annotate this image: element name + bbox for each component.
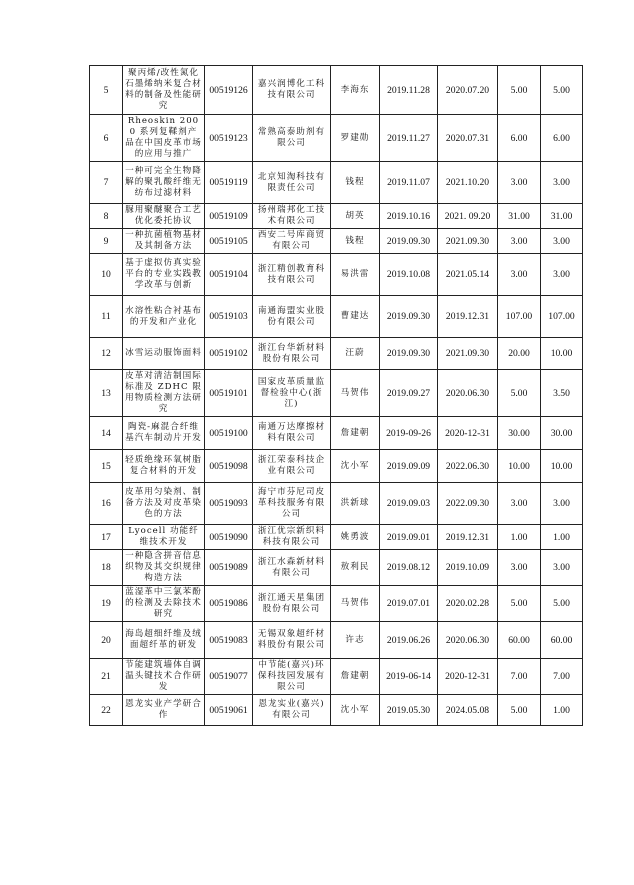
received-amount: 10.00 <box>541 338 583 370</box>
end-date: 2021. 09.20 <box>438 204 498 229</box>
received-amount: 60.00 <box>541 622 583 659</box>
table-row <box>90 483 583 525</box>
project-leader: 马贺伟 <box>331 370 380 417</box>
start-date: 2019.10.08 <box>380 254 438 296</box>
contract-amount: 3.00 <box>498 254 541 296</box>
project-code: 00519090 <box>205 525 253 550</box>
project-code: 00519126 <box>205 66 253 115</box>
row-number: 19 <box>90 586 123 622</box>
project-title: 一种可完全生物降解的聚乳酸纤维无纺布过滤材料 <box>123 162 205 204</box>
end-date: 2020-12-31 <box>438 659 498 695</box>
project-code: 00519086 <box>205 586 253 622</box>
start-date: 2019.09.09 <box>380 450 438 483</box>
project-code: 00519119 <box>205 162 253 204</box>
received-amount: 3.00 <box>541 229 583 254</box>
partner-organization: 北京知淘科技有限责任公司 <box>253 162 331 204</box>
received-amount: 31.00 <box>541 204 583 229</box>
table-row <box>90 296 583 338</box>
end-date: 2024.05.08 <box>438 695 498 726</box>
project-leader: 易洪雷 <box>331 254 380 296</box>
project-title: 节能建筑墙体自调温头键技术合作研发 <box>123 659 205 695</box>
partner-organization: 中节能(嘉兴)环保科技园发展有限公司 <box>253 659 331 695</box>
project-title: 陶瓷-麻混合纤维基汽车制动片开发 <box>123 417 205 450</box>
partner-organization: 浙江荣泰科技企业有限公司 <box>253 450 331 483</box>
received-amount: 3.00 <box>541 254 583 296</box>
project-title: 一种抗菌植物基材及其制备方法 <box>123 229 205 254</box>
start-date: 2019.09.30 <box>380 229 438 254</box>
project-leader: 李海东 <box>331 66 380 115</box>
contract-amount: 10.00 <box>498 450 541 483</box>
start-date: 2019-09-26 <box>380 417 438 450</box>
start-date: 2019-06-14 <box>380 659 438 695</box>
project-title: 基于虚拟仿真实验平台的专业实践教学改革与创新 <box>123 254 205 296</box>
project-title: 海岛超细纤维及绒面超纤革的研发 <box>123 622 205 659</box>
start-date: 2019.06.26 <box>380 622 438 659</box>
project-title: 一种隐含拼音信息织物及其交织规律构造方法 <box>123 550 205 586</box>
start-date: 2019.09.30 <box>380 338 438 370</box>
start-date: 2019.09.03 <box>380 483 438 525</box>
project-title: Rheoskin 2000 系列复鞣剂产品在中国皮革市场的应用与推广 <box>123 115 205 162</box>
project-code: 00519101 <box>205 370 253 417</box>
contract-amount: 5.00 <box>498 586 541 622</box>
project-leader: 钱程 <box>331 229 380 254</box>
project-code: 00519104 <box>205 254 253 296</box>
start-date: 2019.09.01 <box>380 525 438 550</box>
row-number: 13 <box>90 370 123 417</box>
row-number: 20 <box>90 622 123 659</box>
project-leader: 敖利民 <box>331 550 380 586</box>
partner-organization: 扬州瑞邦化工技术有限公司 <box>253 204 331 229</box>
contract-amount: 31.00 <box>498 204 541 229</box>
partner-organization: 南通万达摩擦材料有限公司 <box>253 417 331 450</box>
project-title: Lyocell 功能纤维技术开发 <box>123 525 205 550</box>
project-code: 00519103 <box>205 296 253 338</box>
project-code: 00519083 <box>205 622 253 659</box>
partner-organization: 浙江水森新材料有限公司 <box>253 550 331 586</box>
project-table <box>89 65 583 726</box>
start-date: 2019.11.27 <box>380 115 438 162</box>
row-number: 5 <box>90 66 123 115</box>
project-title: 聚丙烯/改性氮化石墨烯纳米复合材料的制备及性能研究 <box>123 66 205 115</box>
partner-organization: 浙江通天星集团股份有限公司 <box>253 586 331 622</box>
project-leader: 钱程 <box>331 162 380 204</box>
end-date: 2022.09.30 <box>438 483 498 525</box>
start-date: 2019.10.16 <box>380 204 438 229</box>
received-amount: 30.00 <box>541 417 583 450</box>
project-title: 恩龙实业产学研合作 <box>123 695 205 726</box>
end-date: 2021.09.30 <box>438 338 498 370</box>
received-amount: 3.00 <box>541 483 583 525</box>
row-number: 15 <box>90 450 123 483</box>
row-number: 22 <box>90 695 123 726</box>
project-leader: 詹建朝 <box>331 659 380 695</box>
received-amount: 1.00 <box>541 695 583 726</box>
project-leader: 许志 <box>331 622 380 659</box>
contract-amount: 107.00 <box>498 296 541 338</box>
row-number: 16 <box>90 483 123 525</box>
table-row <box>90 659 583 695</box>
table-row <box>90 254 583 296</box>
start-date: 2019.11.07 <box>380 162 438 204</box>
start-date: 2019.08.12 <box>380 550 438 586</box>
table-row <box>90 115 583 162</box>
start-date: 2019.09.30 <box>380 296 438 338</box>
received-amount: 3.00 <box>541 550 583 586</box>
project-code: 00519093 <box>205 483 253 525</box>
project-code: 00519105 <box>205 229 253 254</box>
table-row <box>90 450 583 483</box>
project-code: 00519109 <box>205 204 253 229</box>
table-row <box>90 417 583 450</box>
received-amount: 5.00 <box>541 66 583 115</box>
contract-amount: 3.00 <box>498 550 541 586</box>
table-row <box>90 338 583 370</box>
row-number: 10 <box>90 254 123 296</box>
row-number: 14 <box>90 417 123 450</box>
end-date: 2020.07.20 <box>438 66 498 115</box>
project-leader: 汪蔚 <box>331 338 380 370</box>
project-code: 00519123 <box>205 115 253 162</box>
table-row <box>90 229 583 254</box>
table-row <box>90 370 583 417</box>
end-date: 2019.12.31 <box>438 296 498 338</box>
project-leader: 曹建达 <box>331 296 380 338</box>
project-title: 皮革用匀染剂、制备方法及对皮革染色的方法 <box>123 483 205 525</box>
project-code: 00519077 <box>205 659 253 695</box>
end-date: 2020.02.28 <box>438 586 498 622</box>
end-date: 2020-12-31 <box>438 417 498 450</box>
partner-organization: 浙江精创教育科技有限公司 <box>253 254 331 296</box>
partner-organization: 无锡双象超纤材料股份有限公司 <box>253 622 331 659</box>
project-code: 00519102 <box>205 338 253 370</box>
partner-organization: 浙江台华新材料股份有限公司 <box>253 338 331 370</box>
partner-organization: 常熟高泰助剂有限公司 <box>253 115 331 162</box>
contract-amount: 3.00 <box>498 162 541 204</box>
received-amount: 7.00 <box>541 659 583 695</box>
project-leader: 沈小军 <box>331 450 380 483</box>
received-amount: 107.00 <box>541 296 583 338</box>
end-date: 2022.06.30 <box>438 450 498 483</box>
contract-amount: 60.00 <box>498 622 541 659</box>
contract-amount: 5.00 <box>498 66 541 115</box>
contract-amount: 3.00 <box>498 229 541 254</box>
received-amount: 6.00 <box>541 115 583 162</box>
end-date: 2021.10.20 <box>438 162 498 204</box>
row-number: 11 <box>90 296 123 338</box>
project-title: 皮革对清洁制国际标准及 ZDHC 限用物质检测方法研究 <box>123 370 205 417</box>
project-leader: 马贺伟 <box>331 586 380 622</box>
end-date: 2021.05.14 <box>438 254 498 296</box>
row-number: 6 <box>90 115 123 162</box>
project-title: 轻质绝缘环氧树脂复合材料的开发 <box>123 450 205 483</box>
contract-amount: 20.00 <box>498 338 541 370</box>
project-code: 00519098 <box>205 450 253 483</box>
contract-amount: 1.00 <box>498 525 541 550</box>
contract-amount: 5.00 <box>498 370 541 417</box>
project-leader: 洪新球 <box>331 483 380 525</box>
received-amount: 1.00 <box>541 525 583 550</box>
table-row <box>90 586 583 622</box>
row-number: 18 <box>90 550 123 586</box>
table-row <box>90 204 583 229</box>
project-leader: 胡英 <box>331 204 380 229</box>
row-number: 12 <box>90 338 123 370</box>
contract-amount: 7.00 <box>498 659 541 695</box>
end-date: 2020.06.30 <box>438 370 498 417</box>
end-date: 2020.07.31 <box>438 115 498 162</box>
received-amount: 3.50 <box>541 370 583 417</box>
project-title: 冰雪运动服饰面料 <box>123 338 205 370</box>
start-date: 2019.11.28 <box>380 66 438 115</box>
row-number: 9 <box>90 229 123 254</box>
contract-amount: 6.00 <box>498 115 541 162</box>
partner-organization: 南通海盟实业股份有限公司 <box>253 296 331 338</box>
project-code: 00519089 <box>205 550 253 586</box>
row-number: 7 <box>90 162 123 204</box>
project-title: 脲用聚醚聚合工艺优化委托协议 <box>123 204 205 229</box>
row-number: 8 <box>90 204 123 229</box>
project-leader: 詹建朝 <box>331 417 380 450</box>
received-amount: 10.00 <box>541 450 583 483</box>
end-date: 2020.06.30 <box>438 622 498 659</box>
end-date: 2019.10.09 <box>438 550 498 586</box>
contract-amount: 30.00 <box>498 417 541 450</box>
table-row <box>90 162 583 204</box>
partner-organization: 海宁市芬尼司皮革科技服务有限公司 <box>253 483 331 525</box>
received-amount: 5.00 <box>541 586 583 622</box>
table-row <box>90 525 583 550</box>
table-row <box>90 622 583 659</box>
table-body <box>90 66 583 726</box>
project-leader: 沈小军 <box>331 695 380 726</box>
end-date: 2019.12.31 <box>438 525 498 550</box>
table-row <box>90 695 583 726</box>
end-date: 2021.09.30 <box>438 229 498 254</box>
partner-organization: 国家皮革质量监督检验中心(浙江) <box>253 370 331 417</box>
contract-amount: 5.00 <box>498 695 541 726</box>
start-date: 2019.09.27 <box>380 370 438 417</box>
project-title: 蓝湿革中三氯苯酚的检测及去除技术研究 <box>123 586 205 622</box>
project-title: 水溶性粘合衬基布的开发和产业化 <box>123 296 205 338</box>
row-number: 21 <box>90 659 123 695</box>
partner-organization: 浙江优宗新织料科技有限公司 <box>253 525 331 550</box>
project-leader: 姚勇波 <box>331 525 380 550</box>
partner-organization: 西安二号库商贸有限公司 <box>253 229 331 254</box>
partner-organization: 恩龙实业(嘉兴)有限公司 <box>253 695 331 726</box>
row-number: 17 <box>90 525 123 550</box>
start-date: 2019.07.01 <box>380 586 438 622</box>
contract-amount: 3.00 <box>498 483 541 525</box>
project-code: 00519100 <box>205 417 253 450</box>
partner-organization: 嘉兴润博化工科技有限公司 <box>253 66 331 115</box>
start-date: 2019.05.30 <box>380 695 438 726</box>
table-row <box>90 66 583 115</box>
project-code: 00519061 <box>205 695 253 726</box>
project-leader: 罗建勋 <box>331 115 380 162</box>
received-amount: 3.00 <box>541 162 583 204</box>
table-row <box>90 550 583 586</box>
